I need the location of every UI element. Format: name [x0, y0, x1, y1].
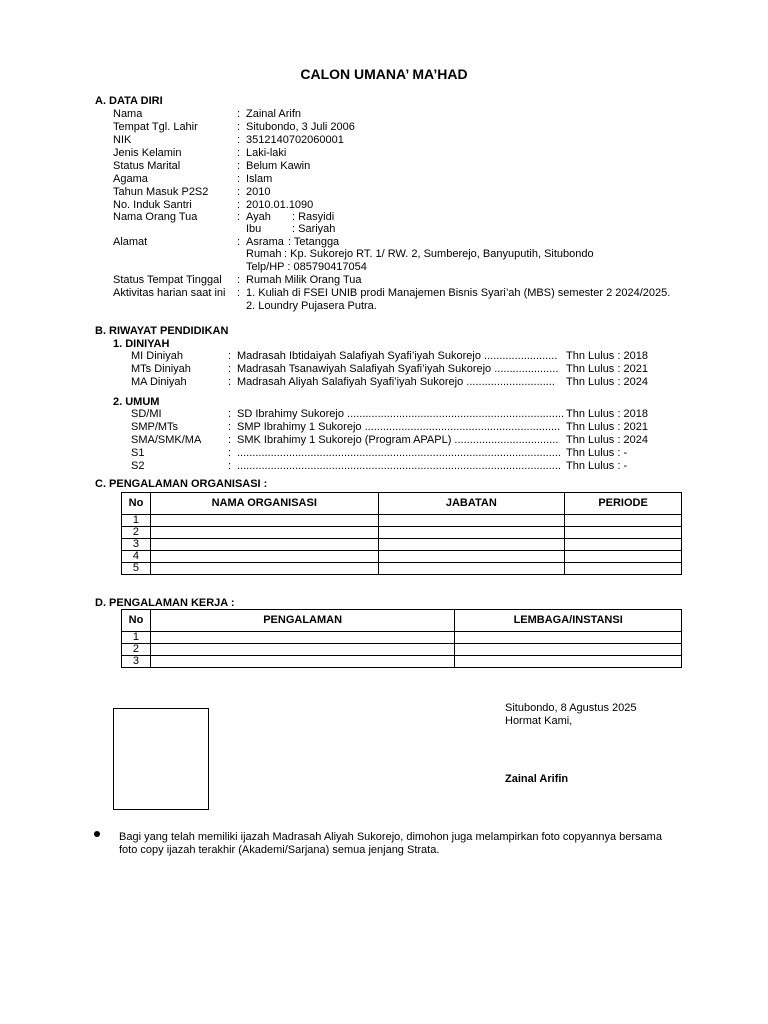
bullet-icon — [94, 831, 100, 837]
education-school: Madrasah Tsanawiyah Salafiyah Syafi’iyah Sukorejo ..................... — [237, 363, 559, 375]
field-value: 2010 — [246, 186, 271, 198]
row-number: 5 — [122, 563, 151, 575]
colon: : — [228, 376, 232, 388]
table-header: LEMBAGA/INSTANSI — [455, 610, 682, 632]
education-year: Thn Lulus : 2021 — [566, 421, 648, 433]
orang-tua-label: Nama Orang Tua — [113, 211, 198, 223]
table-row — [122, 644, 682, 656]
alamat-label: Alamat — [113, 236, 148, 248]
empty-cell — [378, 551, 565, 563]
empty-cell — [565, 527, 682, 539]
education-level: SMP/MTs — [131, 421, 179, 433]
field-label: Status Marital — [113, 160, 181, 172]
table-row — [122, 527, 682, 539]
field-value: Islam — [246, 173, 273, 185]
rumah-label: Rumah — [246, 248, 282, 260]
row-number: 2 — [122, 644, 151, 656]
table-header: NAMA ORGANISASI — [150, 493, 378, 515]
colon: : — [228, 408, 232, 420]
colon: : — [237, 199, 241, 211]
table-row — [122, 632, 682, 644]
table-row — [122, 539, 682, 551]
empty-cell — [378, 527, 565, 539]
empty-cell — [378, 563, 565, 575]
empty-cell — [150, 656, 454, 668]
colon: : — [237, 147, 241, 159]
table-row — [122, 563, 682, 575]
aktivitas-line-2: 2. Loundry Pujasera Putra. — [246, 300, 377, 312]
empty-cell — [150, 539, 378, 551]
table-header: JABATAN — [378, 493, 565, 515]
table-row — [122, 515, 682, 527]
education-school: Madrasah Ibtidaiyah Salafiyah Syafi’iyah Sukorejo ........................ — [237, 350, 558, 362]
education-year: Thn Lulus : 2018 — [566, 350, 648, 362]
colon: : — [237, 121, 241, 133]
colon: : — [228, 460, 232, 472]
table-header: PERIODE — [565, 493, 682, 515]
empty-cell — [455, 644, 682, 656]
field-value: Belum Kawin — [246, 160, 311, 172]
empty-cell — [150, 644, 454, 656]
field-label: NIK — [113, 134, 132, 146]
empty-cell — [150, 527, 378, 539]
education-level: MTs Diniyah — [131, 363, 191, 375]
empty-cell — [565, 551, 682, 563]
note-line-1: Bagi yang telah memiliki ijazah Madrasah Aliyah Sukorejo, dimohon juga melampirkan foto copyannya bersama — [119, 831, 662, 843]
kerja-table — [121, 609, 682, 668]
colon: : — [237, 186, 241, 198]
education-level: S1 — [131, 447, 145, 459]
field-label: Tahun Masuk P2S2 — [113, 186, 209, 198]
field-label: Jenis Kelamin — [113, 147, 182, 159]
empty-cell — [150, 515, 378, 527]
table-header: No — [122, 610, 151, 632]
section-organisasi-heading: C. PENGALAMAN ORGANISASI : — [95, 478, 268, 490]
table-header: PENGALAMAN — [150, 610, 454, 632]
field-label: Nama — [113, 108, 143, 120]
education-school: .......................................................................................................... — [237, 447, 561, 459]
row-number: 3 — [122, 656, 151, 668]
colon: : — [228, 421, 232, 433]
row-number: 1 — [122, 632, 151, 644]
rumah-value: : Kp. Sukorejo RT. 1/ RW. 2, Sumberejo, Banyuputih, Situbondo — [284, 248, 594, 260]
field-value: Situbondo, 3 Juli 2006 — [246, 121, 355, 133]
telp-value: Telp/HP : 085790417054 — [246, 261, 367, 273]
empty-cell — [378, 539, 565, 551]
education-school: .......................................................................................................... — [237, 460, 561, 472]
education-level: MA Diniyah — [131, 376, 187, 388]
field-label: Tempat Tgl. Lahir — [113, 121, 198, 133]
field-label: Agama — [113, 173, 148, 185]
ibu-value: : Sariyah — [292, 223, 336, 235]
education-school: SD Ibrahimy Sukorejo ....................................................................... — [237, 408, 565, 420]
row-number: 1 — [122, 515, 151, 527]
status-tinggal-value: Rumah Milik Orang Tua — [246, 274, 362, 286]
empty-cell — [378, 515, 565, 527]
education-level: SMA/SMK/MA — [131, 434, 202, 446]
field-label: No. Induk Santri — [113, 199, 192, 211]
asrama-label: Asrama — [246, 236, 284, 248]
section-data-diri-heading: A. DATA DIRI — [95, 95, 163, 107]
empty-cell — [455, 656, 682, 668]
education-year: Thn Lulus : 2024 — [566, 376, 648, 388]
empty-cell — [150, 563, 378, 575]
education-school: Madrasah Aliyah Salafiyah Syafi’iyah Sukorejo ............................. — [237, 376, 555, 388]
empty-cell — [150, 551, 378, 563]
status-tinggal-label: Status Tempat Tinggal — [113, 274, 222, 286]
ayah-value: : Rasyidi — [292, 211, 335, 223]
aktivitas-label: Aktivitas harian saat ini — [113, 287, 226, 299]
organisasi-table — [121, 492, 682, 575]
colon: : — [237, 236, 241, 248]
colon: : — [228, 350, 232, 362]
empty-cell — [150, 632, 454, 644]
education-level: MI Diniyah — [131, 350, 183, 362]
education-year: Thn Lulus : 2021 — [566, 363, 648, 375]
education-year: Thn Lulus : 2024 — [566, 434, 648, 446]
empty-cell — [565, 515, 682, 527]
colon: : — [237, 173, 241, 185]
field-value: 2010.01.1090 — [246, 199, 314, 211]
table-row — [122, 656, 682, 668]
education-school: SMP Ibrahimy 1 Sukorejo ................................................................ — [237, 421, 561, 433]
note-line-2: foto copy ijazah terakhir (Akademi/Sarjana) semua jenjang Strata. — [119, 844, 440, 856]
umum-heading: 2. UMUM — [113, 396, 160, 408]
education-year: Thn Lulus : - — [566, 460, 628, 472]
empty-cell — [565, 539, 682, 551]
education-year: Thn Lulus : 2018 — [566, 408, 648, 420]
document-title: CALON UMANA’ MA’HAD — [300, 66, 468, 82]
diniyah-heading: 1. DINIYAH — [113, 338, 170, 350]
field-value: Laki-laki — [246, 147, 287, 159]
colon: : — [228, 363, 232, 375]
colon: : — [237, 160, 241, 172]
aktivitas-line-1: 1. Kuliah di FSEI UNIB prodi Manajemen Bisnis Syari’ah (MBS) semester 2 2024/2025. — [246, 287, 671, 299]
colon: : — [237, 211, 241, 223]
colon: : — [228, 447, 232, 459]
colon: : — [237, 274, 241, 286]
education-year: Thn Lulus : - — [566, 447, 628, 459]
colon: : — [237, 108, 241, 120]
table-header: No — [122, 493, 151, 515]
signature-name: Zainal Arifin — [505, 773, 569, 785]
section-kerja-heading: D. PENGALAMAN KERJA : — [95, 597, 235, 609]
section-pendidikan-heading: B. RIWAYAT PENDIDIKAN — [95, 325, 229, 337]
table-row — [122, 551, 682, 563]
empty-cell — [455, 632, 682, 644]
education-school: SMK Ibrahimy 1 Sukorejo (Program APAPL) .................................. — [237, 434, 559, 446]
empty-cell — [565, 563, 682, 575]
colon: : — [237, 134, 241, 146]
ayah-label: Ayah — [246, 211, 271, 223]
education-level: SD/MI — [131, 408, 162, 420]
education-level: S2 — [131, 460, 145, 472]
row-number: 4 — [122, 551, 151, 563]
field-value: 3512140702060001 — [246, 134, 344, 146]
field-value: Zainal Arifn — [246, 108, 302, 120]
row-number: 2 — [122, 527, 151, 539]
photo-placeholder — [113, 708, 209, 810]
colon: : — [237, 287, 241, 299]
signature-greeting: Hormat Kami, — [505, 715, 573, 727]
ibu-label: Ibu — [246, 223, 262, 235]
asrama-value: : Tetangga — [288, 236, 340, 248]
row-number: 3 — [122, 539, 151, 551]
colon: : — [228, 434, 232, 446]
signature-place-date: Situbondo, 8 Agustus 2025 — [505, 702, 637, 714]
